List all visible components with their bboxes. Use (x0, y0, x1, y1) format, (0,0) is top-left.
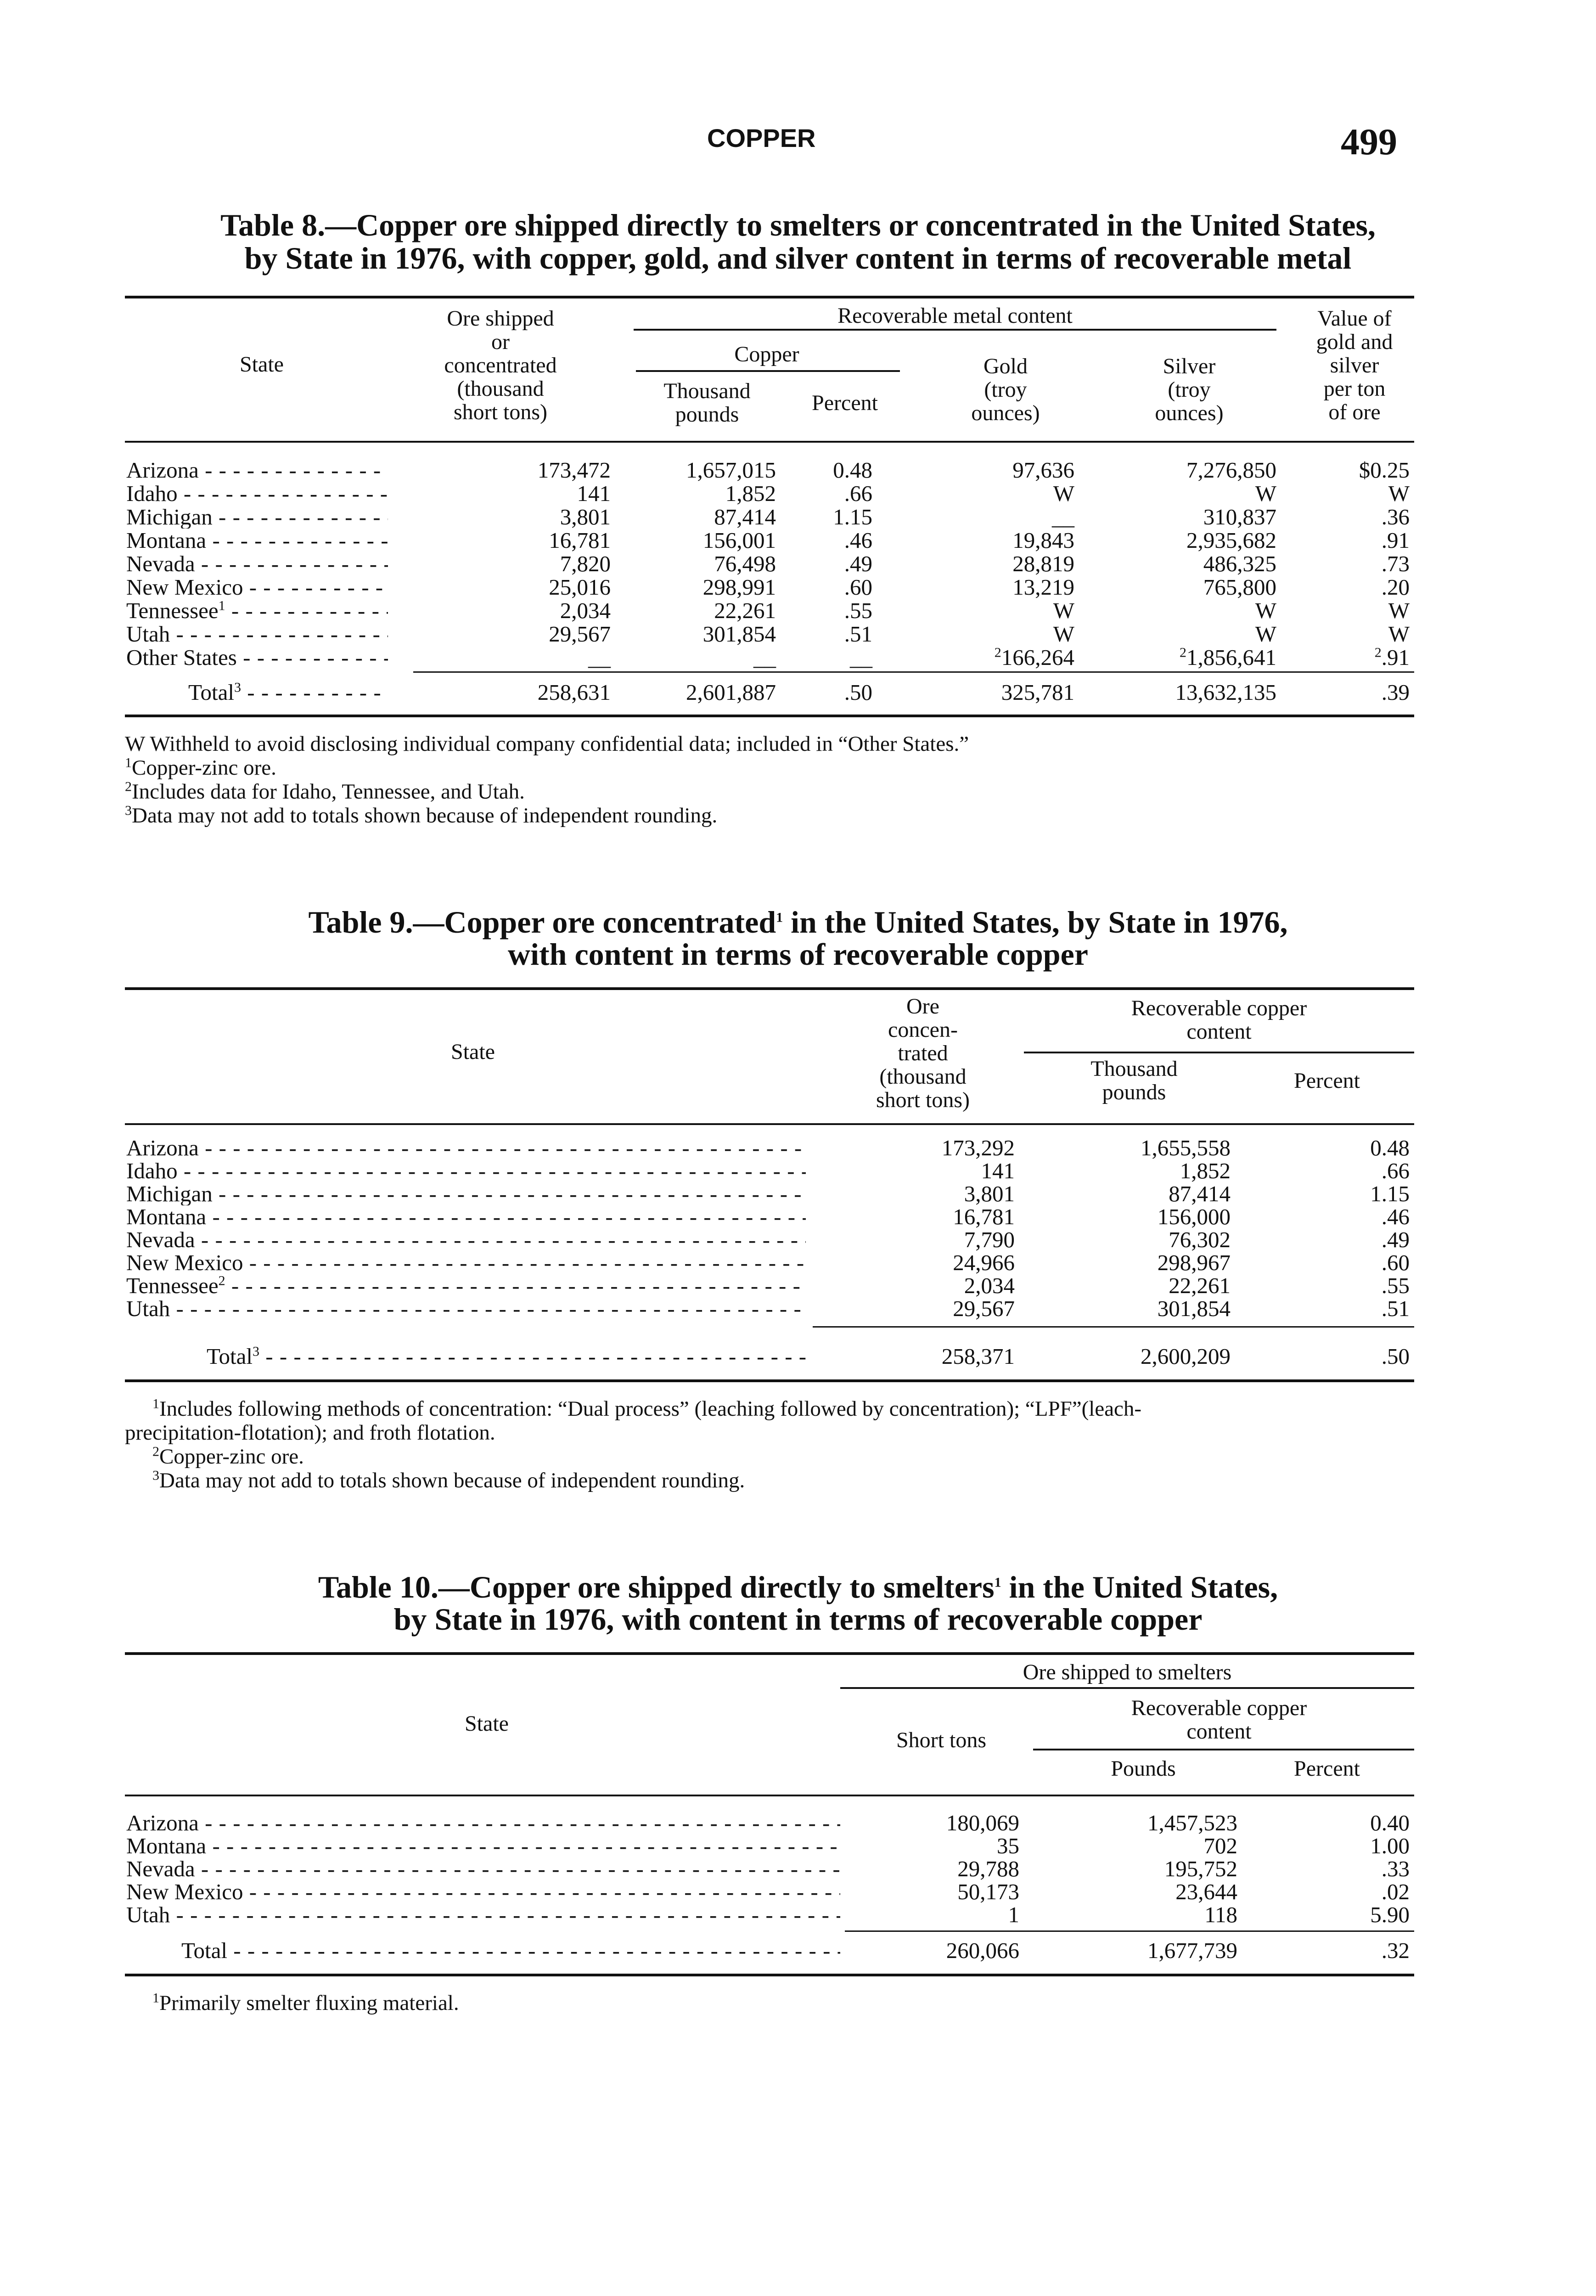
table10-header-rule (125, 1795, 1414, 1796)
table9-title-line2: with content in terms of recoverable copper (508, 937, 1088, 972)
table-row: Montana - - - 16,781 156,000 .46 (0, 1205, 1596, 1228)
table9-title-line1: Table 9.—Copper ore concentrated$^1$ in the United States, by State in 1976, (308, 905, 1288, 940)
table-row: Nevada - - - 7,820 76,498 .49 28,819 486,325 .73 (0, 552, 1596, 575)
table-row: Michigan - - - 3,801 87,414 1.15 (0, 1182, 1596, 1205)
table8-total-row: Total$^3$ - - - 258,631 2,601,887 .50 325,781 13,632,135 .39 (0, 681, 1596, 704)
table10-note: $^1$Primarily smelter fluxing material. (152, 1990, 459, 2015)
table8-rule-recoverable (634, 329, 1276, 331)
table10-total-row: Total - - - 260,066 1,677,739 .32 (0, 1939, 1596, 1962)
running-head: COPPER (707, 124, 816, 152)
table8-header-rule (125, 441, 1414, 443)
table-row: New Mexico - - - 25,016 298,991 .60 13,219 765,800 .20 (0, 575, 1596, 599)
table10-total-rule (845, 1930, 1414, 1932)
table9-rule-recoverable (1024, 1052, 1414, 1053)
table-row: Idaho - - - 141 1,852 .66 (0, 1159, 1596, 1182)
table8-header-copper: Copper (734, 342, 799, 366)
table-row: Other States - - - __ __ __ $^2$166,264 $^2$1,856,641 $^2$.91 (0, 646, 1596, 669)
table8-header-percent: Percent (812, 391, 878, 415)
table10-header-percent: Percent (1294, 1756, 1360, 1781)
table8-bottom-rule (125, 715, 1414, 717)
table9-total-row: Total$^3$ - - - 258,371 2,600,209 .50 (0, 1345, 1596, 1368)
table-row: New Mexico - - - 50,173 23,644 .02 (0, 1880, 1596, 1903)
table9-header-thousand-pounds: Thousand pounds (1090, 1057, 1178, 1104)
table9-header-recoverable: Recoverable copper content (1131, 996, 1307, 1044)
table-row: Tennessee$^2$ - - - 2,034 22,261 .55 (0, 1274, 1596, 1297)
table8-header-recoverable: Recoverable metal content (837, 304, 1073, 328)
table8-title-line2: by State in 1976, with copper, gold, and silver content in terms of recoverable metal (244, 241, 1352, 276)
table10-header-short-tons: Short tons (896, 1728, 987, 1752)
table9-header-percent: Percent (1294, 1069, 1360, 1093)
table-row: Utah - - - 29,567 301,854 .51 W W W (0, 622, 1596, 646)
table10-rule-recoverable (1033, 1749, 1414, 1750)
table-row: Nevada - - - 7,790 76,302 .49 (0, 1228, 1596, 1251)
table10-title-line1: Table 10.—Copper ore shipped directly to smelters$^1$ in the United States, (318, 1570, 1278, 1604)
table9-bottom-rule (125, 1379, 1414, 1382)
page-number: 499 (1341, 121, 1397, 163)
table9-total-rule (813, 1326, 1414, 1328)
table8-top-rule (125, 296, 1414, 298)
table-row: Utah - - - 1 118 5.90 (0, 1903, 1596, 1926)
table8-header-state: State (240, 352, 284, 377)
table-row: New Mexico - - - 24,966 298,967 .60 (0, 1251, 1596, 1274)
table9-top-rule (125, 987, 1414, 990)
table-row: Utah - - - 29,567 301,854 .51 (0, 1297, 1596, 1320)
table-row: Idaho - - - 141 1,852 .66 W W W (0, 482, 1596, 505)
table8-title-line1: Table 8.—Copper ore shipped directly to smelters or concentrated in the United States, (220, 208, 1376, 242)
table-row: Arizona - - - 180,069 1,457,523 0.40 (0, 1811, 1596, 1835)
table10-bottom-rule (125, 1974, 1414, 1976)
table10-title-line2: by State in 1976, with content in terms of recoverable copper (393, 1602, 1203, 1637)
table10-rule-ore-shipped (840, 1687, 1414, 1689)
table9-header-rule (125, 1123, 1414, 1125)
table10-header-recoverable: Recoverable copper content (1131, 1696, 1307, 1744)
table-row: Nevada - - - 29,788 195,752 .33 (0, 1857, 1596, 1880)
table10-top-rule (125, 1652, 1414, 1655)
table10-header-pounds: Pounds (1111, 1756, 1176, 1781)
table8-rule-copper (636, 370, 900, 372)
table10-header-ore-shipped: Ore shipped to smelters (1023, 1660, 1232, 1684)
table-row: Arizona - - - 173,472 1,657,015 0.48 97,636 7,276,850 $0.25 (0, 458, 1596, 482)
table-row: Montana - - - 35 702 1.00 (0, 1834, 1596, 1857)
table8-total-rule (413, 671, 1414, 673)
table-row: Arizona - - - 173,292 1,655,558 0.48 (0, 1136, 1596, 1159)
table-row: Montana - - - 16,781 156,001 .46 19,843 2,935,682 .91 (0, 529, 1596, 552)
table9-header-state: State (451, 1040, 495, 1064)
table-row: Michigan - - - 3,801 87,414 1.15 __ 310,837 .36 (0, 505, 1596, 529)
table10-header-state: State (465, 1711, 509, 1736)
table-row: Tennessee$^1$ - - - 2,034 22,261 .55 W W W (0, 599, 1596, 622)
